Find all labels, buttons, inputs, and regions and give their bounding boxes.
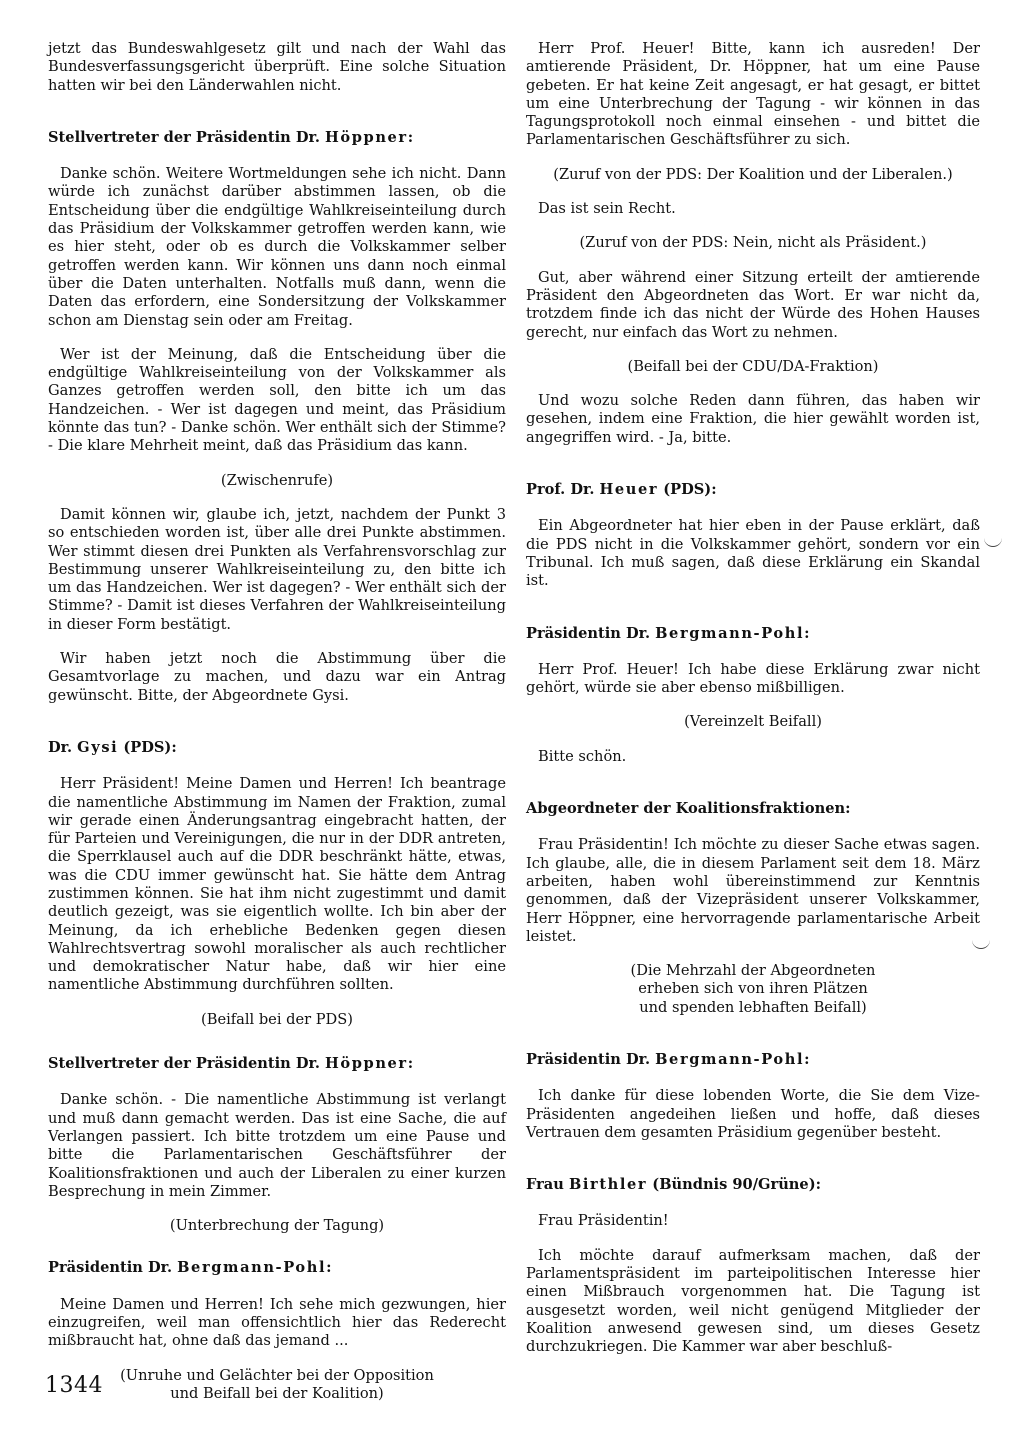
left-column — [48, 40, 506, 1419]
speaker-heading: Präsidentin Dr. Bergmann-Pohl: — [48, 1259, 332, 1277]
interjection-note: (Beifall bei der PDS) — [201, 1010, 353, 1028]
paragraph: jetzt das Bundeswahlgesetz gilt und nach der Wahl das Bundesverfassungsgericht überprüft. Eine solche Situation hatten wir bei den Länderwahlen nicht. — [48, 40, 506, 94]
paragraph: Herr Prof. Heuer! Ich habe diese Erklärung zwar nicht gehört, würde sie aber ebenso mißbilligen. — [526, 660, 980, 697]
margin-mark — [984, 536, 1002, 547]
interjection-note: erheben sich von ihren Plätzen — [638, 980, 868, 998]
paragraph: Wer ist der Meinung, daß die Entscheidung über die endgültige Wahlkreiseinteilung von der Volkskammer als Ganzes getroffen werden soll, den bitte ich um das Handzeichen. - Wer ist dagegen und meint, das Präsidium könnte das tun? - Danke schön. Wer enthält sich der Stimme? - Die klare Mehrheit meint, daß das Präsidium das kann. — [48, 345, 506, 455]
interjection-note: (Vereinzelt Beifall) — [684, 713, 822, 731]
interjection-note: (Zuruf von der PDS: Der Koalition und der Liberalen.) — [553, 165, 953, 183]
paragraph: Bitte schön. — [538, 747, 627, 765]
speaker-heading: Präsidentin Dr. Bergmann-Pohl: — [526, 624, 810, 642]
interjection-note: (Beifall bei der CDU/DA-Fraktion) — [627, 357, 879, 375]
paragraph: Ich möchte darauf aufmerksam machen, daß der Parlamentspräsident im parteipolitischen Interesse hier einen Mißbrauch vorgenommen hat. Die Tagung ist ausgesetzt worden, weil nicht genügend Mitglieder der Koalition anwesend gewesen sind, um dieses Gesetz durchzukriegen. Die Kammer war aber beschluß- — [526, 1246, 980, 1356]
paragraph: Das ist sein Recht. — [538, 200, 676, 218]
speaker-heading: Stellvertreter der Präsidentin Dr. Höppner: — [48, 128, 414, 146]
paragraph: Frau Präsidentin! Ich möchte zu dieser Sache etwas sagen. Ich glaube, alle, die in diesem Parlament seit dem 18. März arbeiten, haben wohl übereinstimmend zur Kenntnis genommen, daß der Vizepräsident unserer Volkskammer, Herr Höppner, eine hervorragende parlamentarische Arbeit leistet. — [526, 836, 980, 945]
speaker-heading: Prof. Dr. Heuer (PDS): — [526, 481, 717, 499]
speaker-heading: Präsidentin Dr. Bergmann-Pohl: — [526, 1050, 810, 1068]
paragraph: Herr Präsident! Meine Damen und Herren! Ich beantrage die namentliche Abstimmung im Namen der Fraktion, zumal wir gerade einen Änderungsantrag eingebracht hatten, der für Parteien und Vereinigungen, die nur in der DDR antreten, die Sperrklausel auch auf die DDR beschränkt hätte, etwas, was die CDU immer gewünscht hat. Sie hätte dem Antrag zustimmen können. Sie hat ihm nicht zugestimmt und damit deutlich gezeigt, was sie eigentlich wollte. Ich bin aber der Meinung, da ich erhebliche Bedenken gegen diesen Wahlrechtsvertrag sowohl moralischer als auch rechtlicher und demokratischer Natur habe, daß wir hier eine namentliche Abstimmung durchführen sollten. — [48, 775, 506, 994]
interjection-note: (Zuruf von der PDS: Nein, nicht als Präsident.) — [579, 234, 927, 252]
speaker-heading: Abgeordneter der Koalitionsfraktionen: — [526, 800, 851, 818]
paragraph: Frau Präsidentin! — [538, 1212, 669, 1230]
paragraph: Ein Abgeordneter hat hier eben in der Pause erklärt, daß die PDS nicht in die Volkskammer gehört, sondern vor ein Tribunal. Ich muß sagen, daß diese Erklärung ein Skandal ist. — [526, 517, 980, 590]
paragraph: Und wozu solche Reden dann führen, das haben wir gesehen, indem eine Fraktion, die hier gewählt worden ist, angegriffen wird. - Ja, bitte. — [526, 392, 980, 446]
interjection-note: (Unterbrechung der Tagung) — [169, 1217, 385, 1235]
page-number: 1344 — [45, 1373, 103, 1398]
paragraph: Gut, aber während einer Sitzung erteilt der amtierende Präsident den Abgeordneten das Wort. Er war nicht da, trotzdem finde ich das nicht der Würde des Hohen Hauses gerecht, nur einfach das Wort zu nehmen. — [526, 268, 980, 341]
interjection-note: (Unruhe und Gelächter bei der Opposition — [120, 1366, 434, 1384]
paragraph: Meine Damen und Herren! Ich sehe mich gezwungen, hier einzugreifen, weil man offensichtlich hier das Rederecht mißbraucht hat, ohne daß das jemand ... — [48, 1295, 506, 1350]
interjection-note: und Beifall bei der Koalition) — [170, 1384, 384, 1402]
interjection-note: (Zwischenrufe) — [220, 471, 334, 489]
paragraph: Wir haben jetzt noch die Abstimmung über die Gesamtvorlage zu machen, und dazu war ein Antrag gewünscht. Bitte, der Abgeordnete Gysi. — [48, 650, 506, 704]
speaker-heading: Frau Birthler (Bündnis 90/Grüne): — [526, 1176, 821, 1194]
speaker-heading: Stellvertreter der Präsidentin Dr. Höppner: — [48, 1055, 414, 1073]
interjection-note: und spenden lebhaften Beifall) — [639, 998, 867, 1016]
speaker-heading: Dr. Gysi (PDS): — [48, 738, 177, 756]
right-column — [526, 40, 980, 1373]
paragraph: Danke schön. - Die namentliche Abstimmung ist verlangt und muß dann gemacht werden. Das ist eine Sache, die auf Verlangen passiert. Ich bitte trotzdem um eine Pause und bitte die Parlamentarischen Geschäftsführer der Koalitionsfraktionen und auch der Liberalen zu einer kurzen Besprechung in mein Zimmer. — [48, 1091, 506, 1200]
interjection-note: (Die Mehrzahl der Abgeordneten — [630, 962, 876, 980]
paragraph: Damit können wir, glaube ich, jetzt, nachdem der Punkt 3 so entschieden worden ist, über alle drei Punkte abstimmen. Wer stimmt diesen drei Punkten als Verfahrensvorschlag zur Bestimmung unserer Wahlkreiseinteilung zu, den bitte ich um das Handzeichen. Wer ist dagegen? - Wer enthält sich der Stimme? - Damit ist dieses Verfahren der Wahlkreiseinteilung in dieser Form bestätigt. — [48, 505, 506, 633]
paragraph: Herr Prof. Heuer! Bitte, kann ich ausreden! Der amtierende Präsident, Dr. Höppner, hat um eine Pause gebeten. Er hat keine Zeit angesagt, er hat gesagt, er bittet um eine Unterbrechung der Tagung - wir können in das Tagungsprotokoll noch einmal einsehen - und bittet die Parlamentarischen Geschäftsführer zu sich. — [526, 40, 980, 149]
paragraph: Danke schön. Weitere Wortmeldungen sehe ich nicht. Dann würde ich zunächst darüber abstimmen lassen, ob die Entscheidung über die endgültige Wahlkreiseinteilung durch das Präsidium der Volkskammer getroffen werden kann, wie es hier steht, oder ob es durch die Volkskammer selber getroffen werden kann. Wir können uns dann noch einmal über die Daten unterhalten. Notfalls muß dann, wenn die Daten das erfordern, eine Sondersitzung der Volkskammer schon am Dienstag sein oder am Freitag. — [48, 165, 506, 329]
paragraph: Ich danke für diese lobenden Worte, die Sie dem Vize-Präsidenten angedeihen ließen und hoffe, daß dieses Vertrauen dem gesamten Präsidium gegenüber besteht. — [526, 1087, 980, 1141]
